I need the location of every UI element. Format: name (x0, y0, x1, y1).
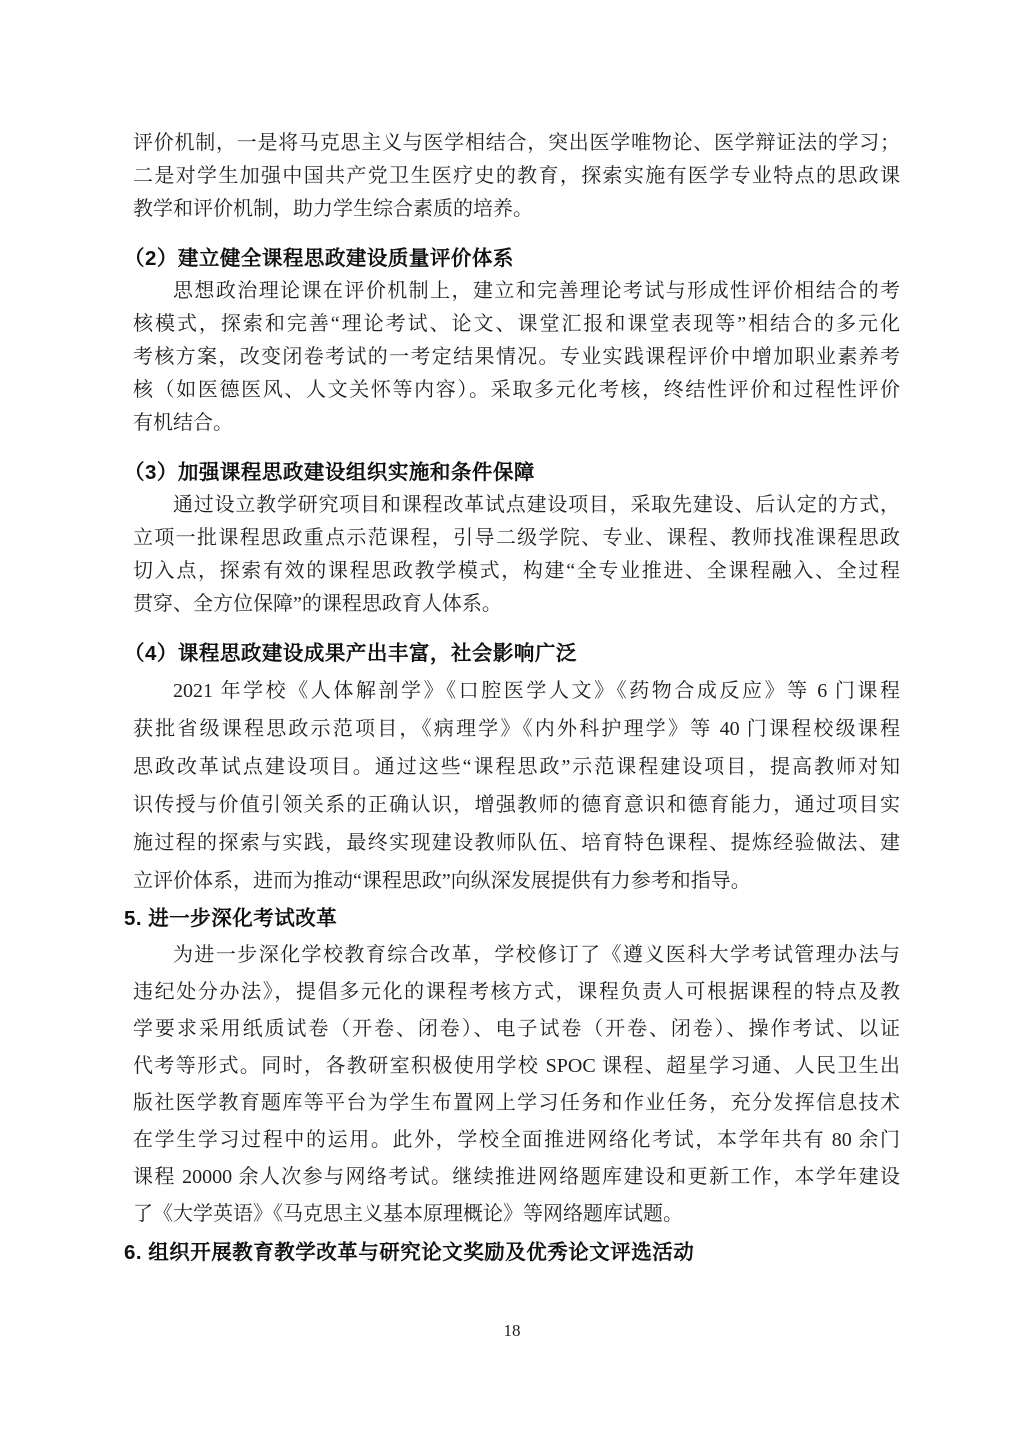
section-heading-3: （3）加强课程思政建设组织实施和条件保障 (124, 461, 535, 484)
text-line: 思想政治理论课在评价机制上，建立和完善理论考试与形成性评价相结合的考 (173, 280, 900, 302)
paragraph-section-2 (133, 275, 900, 440)
text-line: 在学生学习过程中的运用。此外，学校全面推进网络化考试，本学年共有 80 余门 (133, 1129, 900, 1151)
text-line: 违纪处分办法》，提倡多元化的课程考核方式，课程负责人可根据课程的特点及教 (133, 981, 900, 1003)
paragraph-section-5 (133, 937, 900, 1233)
text-line: 核（如医德医风、人文关怀等内容）。采取多元化考核，终结性评价和过程性评价 (133, 379, 900, 401)
text-line: 2021 年学校《人体解剖学》《口腔医学人文》《药物合成反应》等 6 门课程 (173, 680, 900, 702)
text-line: 识传授与价值引领关系的正确认识，增强教师的德育意识和德育能力，通过项目实 (133, 794, 900, 816)
section-heading-2: （2）建立健全课程思政建设质量评价体系 (124, 247, 514, 270)
paragraph-section-3 (133, 489, 900, 621)
text-line: 立项一批课程思政重点示范课程，引导二级学院、专业、课程、教师找准课程思政 (133, 527, 900, 549)
text-line: 评价机制，一是将马克思主义与医学相结合，突出医学唯物论、医学辩证法的学习； (133, 132, 900, 154)
paragraph-section-4 (133, 672, 900, 900)
text-line: 切入点，探索有效的课程思政教学模式，构建“全专业推进、全课程融入、全过程 (133, 560, 900, 582)
text-line: 立评价体系，进而为推动“课程思政”向纵深发展提供有力参考和指导。 (133, 870, 751, 892)
text-line: 获批省级课程思政示范项目，《病理学》《内外科护理学》等 40 门课程校级课程 (133, 718, 900, 740)
text-line: 有机结合。 (133, 412, 233, 434)
text-line: 代考等形式。同时，各教研室积极使用学校 SPOC 课程、超星学习通、人民卫生出 (133, 1055, 900, 1077)
text-line: 版社医学教育题库等平台为学生布置网上学习任务和作业任务，充分发挥信息技术 (133, 1092, 900, 1114)
text-line: 了《大学英语》《马克思主义基本原理概论》等网络题库试题。 (133, 1203, 683, 1225)
text-line: 通过设立教学研究项目和课程改革试点建设项目，采取先建设、后认定的方式， (173, 494, 900, 516)
section-heading-4: （4）课程思政建设成果产出丰富，社会影响广泛 (124, 642, 577, 665)
text-line: 二是对学生加强中国共产党卫生医疗史的教育，探索实施有医学专业特点的思政课 (133, 165, 900, 187)
text-line: 施过程的探索与实践，最终实现建设教师队伍、培育特色课程、提炼经验做法、建 (133, 832, 900, 854)
text-line: 考核方案，改变闭卷考试的一考定结果情况。专业实践课程评价中增加职业素养考 (133, 346, 900, 368)
text-line: 思政改革试点建设项目。通过这些“课程思政”示范课程建设项目，提高教师对知 (133, 756, 900, 778)
text-line: 贯穿、全方位保障”的课程思政育人体系。 (133, 593, 502, 615)
text-line: 课程 20000 余人次参与网络考试。继续推进网络题库建设和更新工作，本学年建设 (133, 1166, 900, 1188)
section-heading-5: 5. 进一步深化考试改革 (124, 907, 338, 930)
text-line: 核模式，探索和完善“理论考试、论文、课堂汇报和课堂表现等”相结合的多元化 (133, 313, 900, 335)
text-line: 为进一步深化学校教育综合改革，学校修订了《遵义医科大学考试管理办法与 (173, 944, 900, 966)
text-line: 学要求采用纸质试卷（开卷、闭卷）、电子试卷（开卷、闭卷）、操作考试、以证 (133, 1018, 900, 1040)
page-number: 18 (503, 1321, 521, 1340)
section-heading-6: 6. 组织开展教育教学改革与研究论文奖励及优秀论文评选活动 (124, 1241, 695, 1264)
paragraph-continuation (133, 127, 900, 226)
text-line: 教学和评价机制，助力学生综合素质的培养。 (133, 198, 533, 220)
page-content (124, 127, 900, 1269)
